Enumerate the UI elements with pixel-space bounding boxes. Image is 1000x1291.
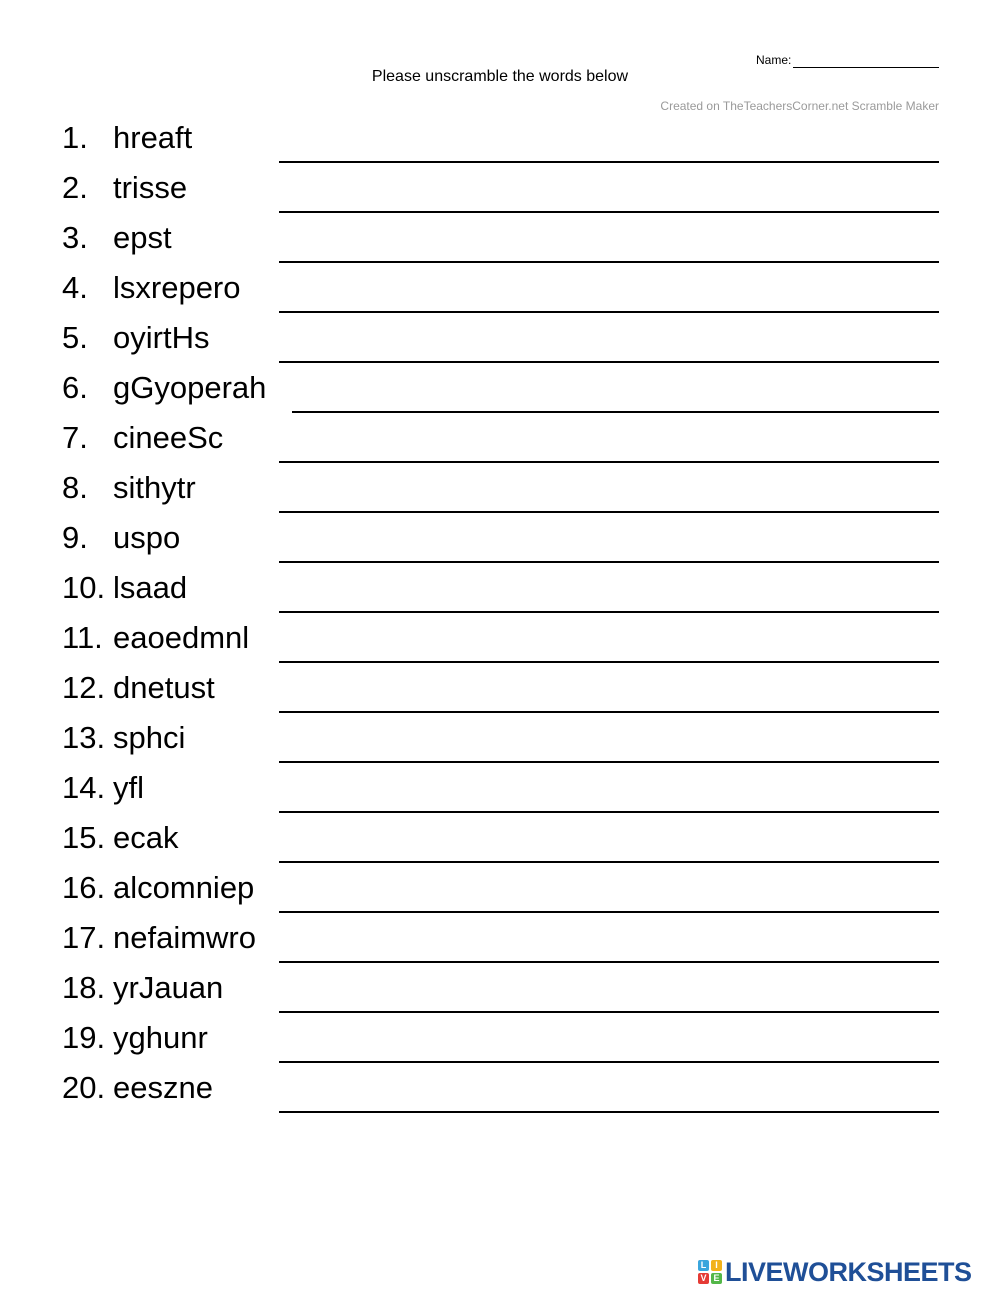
word-row (0, 816, 1000, 866)
word-number: 20. (62, 1070, 106, 1105)
scrambled-word: trisse (113, 170, 188, 205)
word-number: 5. (62, 320, 88, 355)
name-label: Name: (756, 53, 792, 67)
scrambled-word: yfl (113, 770, 144, 805)
word-row (0, 1066, 1000, 1116)
answer-line[interactable] (279, 961, 939, 963)
word-row (0, 116, 1000, 166)
answer-line[interactable] (279, 1061, 939, 1063)
word-row (0, 616, 1000, 666)
word-number: 15. (62, 820, 106, 855)
word-row (0, 516, 1000, 566)
logo-letter-e: E (711, 1273, 722, 1284)
brand-name: LIVEWORKSHEETS (725, 1257, 972, 1287)
credit-text: Created on TheTeachersCorner.net Scramble Maker (660, 99, 939, 113)
scrambled-word: cineeSc (113, 420, 224, 455)
word-number: 16. (62, 870, 106, 905)
scrambled-word: lsaad (113, 570, 188, 605)
word-number: 18. (62, 970, 106, 1005)
answer-line[interactable] (279, 761, 939, 763)
word-number: 1. (62, 120, 88, 155)
word-row (0, 166, 1000, 216)
word-number: 9. (62, 520, 88, 555)
answer-line[interactable] (279, 561, 939, 563)
scrambled-word-list (0, 116, 1000, 1116)
answer-line[interactable] (279, 261, 939, 263)
answer-line[interactable] (292, 411, 939, 413)
word-number: 7. (62, 420, 88, 455)
word-number: 12. (62, 670, 106, 705)
scrambled-word: alcomniep (113, 870, 255, 905)
word-row (0, 916, 1000, 966)
answer-line[interactable] (279, 811, 939, 813)
word-row (0, 316, 1000, 366)
word-number: 11. (62, 620, 103, 655)
answer-line[interactable] (279, 461, 939, 463)
word-row (0, 666, 1000, 716)
answer-line[interactable] (279, 661, 939, 663)
liveworksheets-logo-icon (698, 1260, 722, 1284)
word-number: 6. (62, 370, 88, 405)
answer-line[interactable] (279, 861, 939, 863)
scrambled-word: oyirtHs (113, 320, 210, 355)
scrambled-word: epst (113, 220, 172, 255)
scrambled-word: lsxrepero (113, 270, 241, 305)
word-number: 17. (62, 920, 106, 955)
answer-line[interactable] (279, 361, 939, 363)
word-number: 8. (62, 470, 88, 505)
instructions-text: Please unscramble the words below (371, 68, 629, 85)
answer-line[interactable] (279, 311, 939, 313)
word-row (0, 766, 1000, 816)
logo-letter-v: V (698, 1273, 709, 1284)
answer-line[interactable] (279, 1111, 939, 1113)
answer-line[interactable] (279, 161, 939, 163)
word-row (0, 366, 1000, 416)
word-number: 3. (62, 220, 88, 255)
scrambled-word: dnetust (113, 670, 215, 705)
scrambled-word: eaoedmnl (113, 620, 250, 655)
word-number: 14. (62, 770, 106, 805)
answer-line[interactable] (279, 611, 939, 613)
word-row (0, 216, 1000, 266)
word-number: 2. (62, 170, 88, 205)
scrambled-word: sithytr (113, 470, 196, 505)
word-row (0, 866, 1000, 916)
liveworksheets-brand[interactable] (698, 1258, 972, 1286)
answer-line[interactable] (279, 711, 939, 713)
word-row (0, 966, 1000, 1016)
answer-line[interactable] (279, 211, 939, 213)
word-number: 19. (62, 1020, 106, 1055)
scrambled-word: yghunr (113, 1020, 208, 1055)
word-number: 10. (62, 570, 106, 605)
answer-line[interactable] (279, 511, 939, 513)
word-row (0, 466, 1000, 516)
word-number: 13. (62, 720, 106, 755)
answer-line[interactable] (279, 911, 939, 913)
word-row (0, 716, 1000, 766)
scrambled-word: sphci (113, 720, 186, 755)
scrambled-word: hreaft (113, 120, 193, 155)
word-row (0, 1016, 1000, 1066)
logo-letter-i: I (711, 1260, 722, 1271)
scrambled-word: yrJauan (113, 970, 224, 1005)
scrambled-word: uspo (113, 520, 181, 555)
scrambled-word: eeszne (113, 1070, 213, 1105)
logo-letter-l: L (698, 1260, 709, 1271)
word-row (0, 566, 1000, 616)
answer-line[interactable] (279, 1011, 939, 1013)
word-number: 4. (62, 270, 88, 305)
word-row (0, 416, 1000, 466)
scrambled-word: nefaimwro (113, 920, 256, 955)
scrambled-word: ecak (113, 820, 179, 855)
scrambled-word: gGyoperah (113, 370, 267, 405)
word-row (0, 266, 1000, 316)
